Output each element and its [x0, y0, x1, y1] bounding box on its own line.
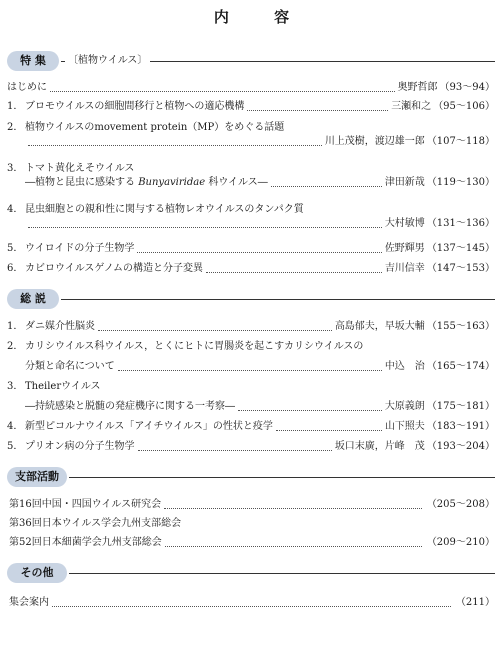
- toc-entry[interactable]: [7, 100, 495, 114]
- entry-subtitle: ―植物と昆虫に感染する Bunyaviridae 科ウイルス―: [25, 177, 268, 188]
- entry-title: 第36回日本ウイルス学会九州支部総会: [9, 518, 182, 529]
- entry-author: 坂口末廣，片峰 茂: [334, 441, 425, 452]
- section-shibu: [7, 467, 499, 487]
- entry-author: 大村敏博: [384, 218, 425, 229]
- section-subtitle: 〔植物ウイルス〕: [65, 54, 150, 68]
- toc-entry[interactable]: [7, 320, 495, 334]
- entry-title: ブロモウイルスの細胞間移行と植物への適応機構: [25, 101, 245, 112]
- section-rule: [61, 299, 495, 300]
- entry-number: 4．: [7, 421, 24, 432]
- entry-title: ウイロイドの分子生物学: [25, 243, 135, 254]
- entry-title: 第52回日本細菌学会九州支部総会: [9, 537, 162, 548]
- entry-title: Theilerウイルス: [25, 381, 101, 392]
- leader-dots: [28, 145, 322, 146]
- toc-entry[interactable]: [7, 162, 495, 190]
- entry-pages: （131～136）: [426, 218, 495, 229]
- leader-dots: [206, 272, 382, 273]
- section-header: [7, 563, 499, 583]
- entry-title: カビロウイルスゲノムの構造と分子変異: [25, 263, 203, 274]
- entry-number: 5．: [7, 441, 24, 452]
- entry-pages: （209～210）: [426, 537, 495, 548]
- entry-title-line2: ―持続感染と脱髄の発症機序に関する一考察―: [25, 401, 235, 412]
- entry-author: 吉川信幸: [384, 263, 425, 274]
- entry-author: 佐野輝男: [384, 243, 425, 254]
- entry-pages: （193～204）: [426, 441, 495, 452]
- leader-dots: [52, 606, 451, 607]
- entry-author: 中込 治: [384, 361, 425, 372]
- leader-dots: [28, 227, 382, 228]
- leader-dots: [138, 450, 332, 451]
- entry-number: 2．: [7, 122, 24, 133]
- entry-title: ダニ媒介性脳炎: [25, 321, 95, 332]
- entry-number: 1．: [7, 321, 24, 332]
- leader-dots: [137, 252, 381, 253]
- toc-entry[interactable]: [7, 340, 495, 374]
- entry-number: 3．: [7, 163, 24, 174]
- toc-entry[interactable]: [9, 517, 495, 531]
- leader-dots: [50, 91, 395, 92]
- toc-entry[interactable]: [7, 380, 495, 414]
- entry-number: 1．: [7, 101, 24, 112]
- toc-entry[interactable]: [9, 536, 495, 550]
- entry-title: プリオン病の分子生物学: [25, 441, 135, 452]
- toc-entry[interactable]: [9, 596, 495, 610]
- leader-dots: [118, 370, 382, 371]
- entry-pages: （107～118）: [426, 136, 495, 147]
- leader-dots: [276, 430, 382, 431]
- entry-number: 4．: [7, 204, 24, 215]
- leader-dots: [165, 546, 422, 547]
- entry-title: 集会案内: [9, 597, 49, 608]
- section-header: [7, 467, 499, 487]
- entry-title: 植物ウイルスのmovement protein（MP）をめぐる話題: [25, 122, 285, 133]
- toc-entry-intro[interactable]: [7, 81, 495, 95]
- section-header: [7, 51, 499, 71]
- toc-entry[interactable]: [7, 420, 495, 434]
- leader-dots: [164, 508, 422, 509]
- toc-entry[interactable]: [7, 121, 495, 149]
- entry-pages: （93～94）: [439, 82, 495, 93]
- entry-pages: （183～191）: [426, 421, 495, 432]
- entry-pages: （137～145）: [426, 243, 495, 254]
- entry-title: 第16回中国・四国ウイルス研究会: [9, 499, 162, 510]
- entry-author: 津田新哉: [384, 177, 425, 188]
- section-label: 特 集: [7, 51, 59, 71]
- section-label: 支部活動: [7, 467, 67, 487]
- entry-pages: （165～174）: [426, 361, 495, 372]
- toc-entry[interactable]: [7, 242, 495, 256]
- section-rule: [69, 477, 495, 478]
- entry-author: 川上茂樹，渡辺雄一郎: [324, 136, 425, 147]
- leader-dots: [98, 330, 332, 331]
- entry-author: 高島郁夫，早坂大輔: [334, 321, 425, 332]
- section-sonota: [7, 563, 499, 583]
- section-label: その他: [7, 563, 67, 583]
- toc-entry[interactable]: [9, 498, 495, 512]
- entry-number: 6．: [7, 263, 24, 274]
- leader-dots: [271, 186, 382, 187]
- section-tokushu: [7, 51, 499, 71]
- entry-number: 3．: [7, 381, 24, 392]
- toc-entry[interactable]: [7, 262, 495, 276]
- entry-title: 新型ピコルナウイルス「アイチウイルス」の性状と疫学: [25, 421, 273, 432]
- entry-pages: （175～181）: [426, 401, 495, 412]
- leader-dots: [247, 110, 388, 111]
- entry-number: 2．: [7, 341, 24, 352]
- entry-number: 5．: [7, 243, 24, 254]
- entry-title: はじめに: [7, 82, 47, 93]
- page-title: 内 容: [213, 8, 310, 26]
- section-label: 総 説: [7, 289, 59, 309]
- section-sousetsu: [7, 289, 499, 309]
- entry-title: カリシウイルス科ウイルス，とくにヒトに胃腸炎を起こすカリシウイルスの: [25, 341, 364, 352]
- entry-pages: （147～153）: [426, 263, 495, 274]
- leader-dots: [238, 410, 382, 411]
- entry-title: トマト黄化えそウイルス: [25, 163, 135, 174]
- entry-title-line2: 分類と命名について: [25, 361, 115, 372]
- entry-author: 山下照夫: [384, 421, 425, 432]
- toc-entry[interactable]: [7, 203, 495, 231]
- entry-author: 奥野哲郎: [397, 82, 438, 93]
- entry-pages: （95～106）: [433, 101, 495, 112]
- entry-pages: （119～130）: [426, 177, 495, 188]
- entry-author: 三瀬和之: [391, 101, 432, 112]
- section-rule: [69, 573, 495, 574]
- entry-pages: （211）: [455, 597, 495, 608]
- toc-entry[interactable]: [7, 440, 495, 454]
- entry-pages: （155～163）: [426, 321, 495, 332]
- entry-author: 大原義朗: [384, 401, 425, 412]
- entry-pages: （205～208）: [426, 499, 495, 510]
- entry-title: 昆虫細胞との親和性に関与する植物レオウイルスのタンパク質: [25, 204, 304, 215]
- section-header: [7, 289, 499, 309]
